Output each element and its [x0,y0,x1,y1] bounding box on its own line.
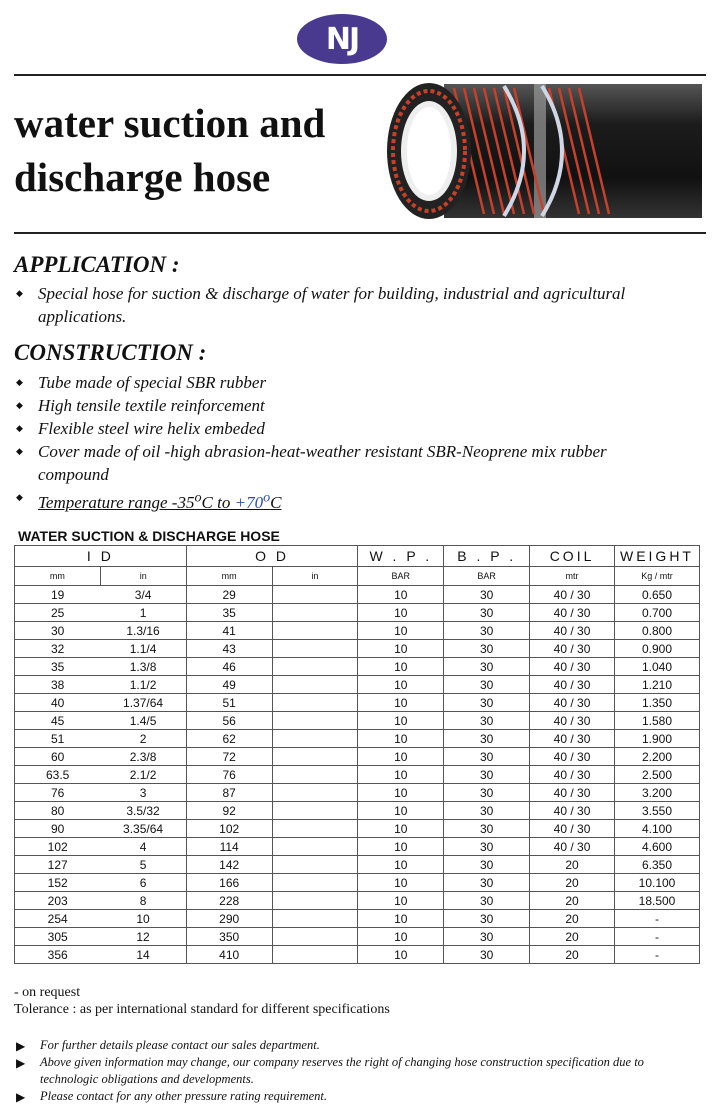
cell-od-mm: 114 [186,838,272,856]
cell-od-mm: 46 [186,658,272,676]
cell-od-mm: 49 [186,676,272,694]
cell-id-in: 1.4/5 [100,712,186,730]
cell-wp: 10 [358,766,444,784]
unit-cell: in [272,567,358,586]
cell-bp: 30 [444,622,530,640]
cell-coil: 40 / 30 [530,766,615,784]
cell-id-mm: 102 [15,838,101,856]
cell-coil: 40 / 30 [530,640,615,658]
cell-od-in [272,856,358,874]
table-row [15,784,700,802]
col-header-id: I D [15,546,187,567]
cell-wp: 10 [358,748,444,766]
cell-od-mm: 350 [186,928,272,946]
cell-weight: 1.350 [614,694,699,712]
cell-bp: 30 [444,604,530,622]
cell-od-in [272,838,358,856]
col-header-coil: COIL [530,546,615,567]
cell-weight: 3.200 [614,784,699,802]
cell-id-mm: 305 [15,928,101,946]
table-row [15,838,700,856]
cell-wp: 10 [358,640,444,658]
cell-id-mm: 152 [15,874,101,892]
cell-od-mm: 166 [186,874,272,892]
cell-bp: 30 [444,928,530,946]
table-title: WATER SUCTION & DISCHARGE HOSE [18,528,280,544]
cell-coil: 20 [530,892,615,910]
col-header-od: O D [186,546,358,567]
cell-od-in [272,676,358,694]
cell-od-in [272,928,358,946]
col-header-bp: B . P . [444,546,530,567]
unit-cell: mm [186,567,272,586]
table-row [15,892,700,910]
title-line-1: water suction and [14,100,326,146]
cell-id-mm: 127 [15,856,101,874]
cell-od-mm: 29 [186,586,272,604]
unit-cell: Kg / mtr [614,567,699,586]
cell-od-mm: 76 [186,766,272,784]
cell-id-in: 3 [100,784,186,802]
cell-od-mm: 290 [186,910,272,928]
cell-bp: 30 [444,658,530,676]
cell-od-mm: 142 [186,856,272,874]
footer-item: ▶ Please contact for any other pressure rating requirement. [16,1089,327,1104]
cell-id-in: 1.3/16 [100,622,186,640]
cell-weight: 6.350 [614,856,699,874]
cell-bp: 30 [444,766,530,784]
title-line-2: discharge hose [14,154,271,200]
col-header-weight: WEIGHT [614,546,699,567]
table-row [15,910,700,928]
cell-od-in [272,658,358,676]
cell-od-in [272,622,358,640]
cell-id-in: 2 [100,730,186,748]
table-row [15,928,700,946]
cell-wp: 10 [358,586,444,604]
cell-od-in [272,820,358,838]
cell-bp: 30 [444,676,530,694]
table-row [15,622,700,640]
cell-wp: 10 [358,802,444,820]
cell-wp: 10 [358,856,444,874]
cell-id-mm: 30 [15,622,101,640]
cell-id-mm: 51 [15,730,101,748]
cell-coil: 40 / 30 [530,604,615,622]
cell-weight: 1.210 [614,676,699,694]
cell-id-mm: 25 [15,604,101,622]
footer-notes [14,1037,704,1105]
cell-wp: 10 [358,838,444,856]
cell-bp: 30 [444,892,530,910]
cell-od-mm: 43 [186,640,272,658]
cell-id-mm: 76 [15,784,101,802]
cell-bp: 30 [444,874,530,892]
cell-bp: 30 [444,820,530,838]
cell-id-in: 10 [100,910,186,928]
cell-wp: 10 [358,730,444,748]
table-row [15,712,700,730]
cell-bp: 30 [444,802,530,820]
cell-id-in: 14 [100,946,186,964]
cell-od-in [272,766,358,784]
temperature-item [14,486,654,514]
hose-cutaway-icon [384,76,704,226]
cell-od-mm: 228 [186,892,272,910]
arrow-icon: ▶ [16,1056,26,1070]
list-item: ◆ High tensile textile reinforcement [14,394,654,417]
cell-coil: 40 / 30 [530,676,615,694]
cell-id-in: 3.35/64 [100,820,186,838]
cell-coil: 40 / 30 [530,586,615,604]
cell-od-mm: 51 [186,694,272,712]
cell-weight: - [614,928,699,946]
application-heading: APPLICATION : [14,252,180,277]
cell-od-in [272,802,358,820]
logo-text: NJ [325,21,359,57]
cell-id-in: 1.1/2 [100,676,186,694]
arrow-icon: ▶ [16,1039,26,1053]
cell-weight: 0.700 [614,604,699,622]
cell-weight: - [614,946,699,964]
cell-coil: 40 / 30 [530,838,615,856]
cell-weight: 2.200 [614,748,699,766]
title-divider [14,232,706,234]
cell-id-in: 5 [100,856,186,874]
cell-wp: 10 [358,784,444,802]
table-row [15,676,700,694]
cell-id-mm: 80 [15,802,101,820]
temperature-range: Temperature range -35$^o$C to $+70^oC$ [38,489,282,512]
cell-wp: 10 [358,946,444,964]
cell-coil: 20 [530,856,615,874]
cell-bp: 30 [444,946,530,964]
cell-coil: 20 [530,946,615,964]
col-header-wp: W . P . [358,546,444,567]
cell-od-in [272,874,358,892]
cell-id-in: 1 [100,604,186,622]
spec-table [14,545,700,964]
unit-cell: mm [15,567,101,586]
cell-id-mm: 90 [15,820,101,838]
table-row [15,820,700,838]
cell-od-mm: 62 [186,730,272,748]
cell-od-mm: 41 [186,622,272,640]
cell-od-in [272,640,358,658]
cell-id-mm: 19 [15,586,101,604]
cell-coil: 40 / 30 [530,622,615,640]
cell-weight: 4.600 [614,838,699,856]
header-row [15,546,700,567]
unit-cell: in [100,567,186,586]
cell-wp: 10 [358,910,444,928]
cell-od-in [272,586,358,604]
cell-coil: 40 / 30 [530,820,615,838]
cell-od-mm: 92 [186,802,272,820]
cell-id-mm: 356 [15,946,101,964]
cell-od-in [272,730,358,748]
cell-id-mm: 45 [15,712,101,730]
table-row [15,694,700,712]
footer-item: ▶ Above given information may change, our company reserves the right of changing hose construction specification due to technologic obligations and developments. [16,1055,644,1086]
cell-bp: 30 [444,730,530,748]
list-item: ◆ Cover made of oil -high abrasion-heat-weather resistant SBR-Neoprene mix rubber compound [14,440,654,486]
table-row [15,856,700,874]
cell-bp: 30 [444,640,530,658]
cell-bp: 30 [444,748,530,766]
unit-cell: BAR [444,567,530,586]
tolerance-note: Tolerance : as per international standard for different specifications [14,1002,390,1017]
table-row [15,658,700,676]
cell-weight: 3.550 [614,802,699,820]
cell-coil: 20 [530,928,615,946]
cell-wp: 10 [358,820,444,838]
cell-bp: 30 [444,910,530,928]
cell-od-in [272,892,358,910]
cell-bp: 30 [444,784,530,802]
cell-bp: 30 [444,712,530,730]
cell-wp: 10 [358,712,444,730]
cell-wp: 10 [358,694,444,712]
cell-id-mm: 60 [15,748,101,766]
table-body [15,586,700,964]
application-list [14,282,654,328]
cell-bp: 30 [444,856,530,874]
cell-id-mm: 40 [15,694,101,712]
cell-weight: 18.500 [614,892,699,910]
company-logo [297,14,387,64]
cell-wp: 10 [358,622,444,640]
cell-id-mm: 63.5 [15,766,101,784]
table-row [15,730,700,748]
table-row [15,874,700,892]
cell-id-in: 3/4 [100,586,186,604]
cell-weight: - [614,910,699,928]
cell-od-in [272,946,358,964]
cell-od-in [272,748,358,766]
arrow-icon: ▶ [16,1090,26,1104]
table-row [15,748,700,766]
table-row [15,640,700,658]
cell-wp: 10 [358,874,444,892]
cell-id-in: 4 [100,838,186,856]
page-title [14,96,394,204]
cell-coil: 40 / 30 [530,712,615,730]
cell-coil: 40 / 30 [530,748,615,766]
cell-id-in: 1.1/4 [100,640,186,658]
list-item: ◆ Flexible steel wire helix embeded [14,417,654,440]
cell-weight: 10.100 [614,874,699,892]
cell-od-in [272,910,358,928]
unit-cell: BAR [358,567,444,586]
cell-bp: 30 [444,586,530,604]
cell-bp: 30 [444,838,530,856]
cell-wp: 10 [358,658,444,676]
list-item: ◆ Special hose for suction & discharge of water for building, industrial and agricultural applications. [14,282,654,328]
cell-wp: 10 [358,676,444,694]
cell-od-mm: 410 [186,946,272,964]
cell-weight: 1.900 [614,730,699,748]
cell-weight: 1.580 [614,712,699,730]
cell-od-in [272,694,358,712]
cell-od-in [272,604,358,622]
cell-id-in: 2.1/2 [100,766,186,784]
construction-list [14,371,654,514]
cell-od-mm: 35 [186,604,272,622]
cell-weight: 0.900 [614,640,699,658]
cell-id-in: 2.3/8 [100,748,186,766]
cell-od-in [272,784,358,802]
cell-coil: 40 / 30 [530,730,615,748]
cell-od-mm: 72 [186,748,272,766]
cell-bp: 30 [444,694,530,712]
cell-od-mm: 87 [186,784,272,802]
cell-id-mm: 254 [15,910,101,928]
footer-item: ▶ For further details please contact our sales department. [16,1038,320,1053]
cell-id-mm: 38 [15,676,101,694]
cell-od-mm: 102 [186,820,272,838]
table-row [15,946,700,964]
cell-coil: 40 / 30 [530,802,615,820]
cell-id-mm: 35 [15,658,101,676]
cell-id-in: 6 [100,874,186,892]
on-request-note: - on request [14,985,81,1000]
cell-weight: 2.500 [614,766,699,784]
cell-wp: 10 [358,892,444,910]
cell-od-mm: 56 [186,712,272,730]
cell-id-in: 12 [100,928,186,946]
table-row [15,604,700,622]
table-row [15,766,700,784]
cell-weight: 0.800 [614,622,699,640]
construction-heading: CONSTRUCTION : [14,340,207,365]
cell-coil: 20 [530,910,615,928]
cell-wp: 10 [358,604,444,622]
cell-id-mm: 203 [15,892,101,910]
table-row [15,586,700,604]
list-item: ◆ Tube made of special SBR rubber [14,371,654,394]
cell-od-in [272,712,358,730]
cell-id-mm: 32 [15,640,101,658]
cell-coil: 40 / 30 [530,694,615,712]
cell-coil: 40 / 30 [530,658,615,676]
table-row [15,802,700,820]
cell-id-in: 8 [100,892,186,910]
cell-id-in: 1.3/8 [100,658,186,676]
cell-weight: 1.040 [614,658,699,676]
notes [14,984,390,1018]
cell-id-in: 1.37/64 [100,694,186,712]
unit-cell: mtr [530,567,615,586]
unit-row [15,567,700,586]
cell-coil: 20 [530,874,615,892]
cell-weight: 4.100 [614,820,699,838]
cell-coil: 40 / 30 [530,784,615,802]
cell-wp: 10 [358,928,444,946]
cell-weight: 0.650 [614,586,699,604]
cell-id-in: 3.5/32 [100,802,186,820]
